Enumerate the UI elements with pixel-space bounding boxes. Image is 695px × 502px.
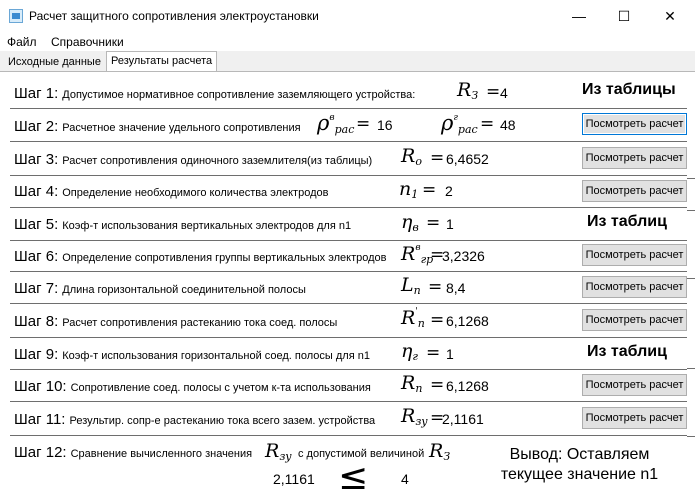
minimize-button[interactable]: — bbox=[572, 8, 586, 24]
tab-strip bbox=[0, 51, 695, 71]
edge-line bbox=[687, 368, 695, 369]
symbol-ro: $R_о$ bbox=[398, 145, 428, 171]
tab-results[interactable]: Результаты расчета bbox=[106, 51, 217, 72]
step-number: Шаг 5: bbox=[14, 216, 59, 233]
value-rzu: 2,1161 bbox=[442, 411, 484, 427]
note-from-table: Из таблицы bbox=[582, 81, 676, 98]
symbol-rn: $R_п$ bbox=[398, 372, 428, 398]
step-row-5 bbox=[10, 207, 687, 241]
symbol-rz: $R_З$ bbox=[454, 80, 484, 106]
view-calc-button-3[interactable]: Посмотреть расчет bbox=[582, 147, 687, 169]
step-description: Расчет сопротивления растеканию тока соед. полосы bbox=[62, 317, 338, 329]
step-number: Шаг 10: bbox=[14, 378, 67, 395]
step-label bbox=[14, 313, 337, 331]
step-row-11 bbox=[10, 401, 687, 436]
step-row-10 bbox=[10, 369, 687, 402]
step-description: Допустимое нормативное сопротивление заземляющего устройства: bbox=[62, 89, 416, 101]
value-n1: 2 bbox=[445, 183, 453, 199]
step-label bbox=[14, 378, 371, 396]
menu-references[interactable]: Справочники bbox=[51, 35, 124, 49]
value-ro: 6,4652 bbox=[446, 151, 489, 167]
maximize-button[interactable]: ☐ bbox=[617, 8, 631, 24]
value-r-gr: 3,2326 bbox=[442, 248, 485, 264]
symbol-eta-g: $\eta_г$ bbox=[398, 340, 428, 366]
step-label bbox=[14, 411, 375, 429]
step-row-8 bbox=[10, 303, 687, 338]
edge-line bbox=[687, 436, 695, 437]
step-description: Длина горизонтальной соединительной полосы bbox=[62, 284, 306, 296]
tab-input-data[interactable]: Исходные данные bbox=[8, 56, 101, 68]
step-description: Коэф-т использования горизонтальной соед. полосы для n1 bbox=[62, 350, 370, 362]
less-or-equal-sign: ≤ bbox=[338, 457, 369, 498]
step-number: Шаг 7: bbox=[14, 280, 59, 297]
step-row-1 bbox=[10, 75, 687, 109]
step-label bbox=[14, 346, 370, 364]
value-eta-v: 1 bbox=[446, 216, 454, 232]
step-row-7 bbox=[10, 271, 687, 304]
equals-sign: = bbox=[426, 343, 441, 363]
view-calc-button-6[interactable]: Посмотреть расчет bbox=[582, 244, 687, 266]
menu-file[interactable]: Файл bbox=[7, 35, 37, 49]
symbol-rn-prime: $R'_п$ bbox=[398, 305, 428, 333]
window-title: Расчет защитного сопротивления электроустановки bbox=[29, 9, 319, 23]
value-rzu-compare: 2,1161 bbox=[273, 471, 315, 487]
equals-sign: = bbox=[422, 180, 437, 200]
equals-sign: = bbox=[486, 82, 501, 102]
step-row-2 bbox=[10, 108, 687, 142]
equals-sign: = bbox=[428, 277, 443, 297]
step-row-4 bbox=[10, 175, 687, 208]
value-rn-prime: 6,1268 bbox=[446, 313, 489, 329]
view-calc-button-2[interactable]: Посмотреть расчет bbox=[582, 113, 687, 135]
equals-sign: = bbox=[430, 375, 445, 395]
symbol-rz-compare: $R_З$ bbox=[426, 440, 452, 466]
step-label bbox=[14, 85, 415, 103]
value-eta-g: 1 bbox=[446, 346, 454, 362]
step-number: Шаг 4: bbox=[14, 183, 59, 200]
symbol-rho-v: $\rho^в_{рас}$ bbox=[314, 109, 354, 139]
value-rho-v: 16 bbox=[377, 117, 393, 133]
value-rz: 4 bbox=[500, 85, 508, 101]
note-from-table: Из таблиц bbox=[587, 213, 667, 230]
step-number: Шаг 8: bbox=[14, 313, 59, 330]
step-row-3 bbox=[10, 141, 687, 176]
step-label bbox=[14, 280, 306, 298]
results-panel bbox=[0, 71, 695, 502]
conclusion-text bbox=[492, 445, 667, 485]
symbol-ln: $L_п$ bbox=[398, 274, 428, 300]
equals-sign: = bbox=[430, 245, 445, 265]
step-description: Сопротивление соед. полосы с учетом к-та использования bbox=[70, 382, 371, 394]
note-from-table: Из таблиц bbox=[587, 343, 667, 360]
value-ln: 8,4 bbox=[446, 280, 466, 296]
step-number: Шаг 9: bbox=[14, 346, 59, 363]
equals-sign: = bbox=[430, 148, 445, 168]
conclusion-line-2: текущее значение n1 bbox=[500, 466, 659, 483]
app-icon bbox=[9, 9, 23, 23]
step-number: Шаг 12: bbox=[14, 444, 67, 461]
equals-sign: = bbox=[426, 213, 441, 233]
equals-sign: = bbox=[430, 310, 445, 330]
step-description: Расчет сопротивления одиночного заземлителя(из таблицы) bbox=[62, 155, 373, 167]
close-button[interactable]: ✕ bbox=[664, 8, 676, 24]
step-description: Коэф-т использования вертикальных электродов для n1 bbox=[62, 220, 352, 232]
step-description: Определение необходимого количества электродов bbox=[62, 187, 329, 199]
conclusion-line-1: Вывод: Оставляем bbox=[509, 446, 650, 463]
step-description: Определение сопротивления группы вертикальных электродов bbox=[62, 252, 387, 264]
step-label bbox=[14, 151, 372, 169]
edge-line bbox=[687, 178, 695, 179]
edge-line bbox=[687, 210, 695, 211]
step-description: Результир. сопр-е растеканию тока всего зазем. устройства bbox=[69, 415, 376, 427]
symbol-rzu-compare: $R_{зу}$ bbox=[262, 440, 292, 466]
step-row-12 bbox=[10, 435, 687, 501]
view-calc-button-4[interactable]: Посмотреть расчет bbox=[582, 180, 687, 202]
step-number: Шаг 3: bbox=[14, 151, 59, 168]
value-rz-compare: 4 bbox=[401, 471, 409, 487]
view-calc-button-8[interactable]: Посмотреть расчет bbox=[582, 309, 687, 331]
view-calc-button-11[interactable]: Посмотреть расчет bbox=[582, 407, 687, 429]
view-calc-button-10[interactable]: Посмотреть расчет bbox=[582, 374, 687, 396]
symbol-rho-g: $\rho^г_{рас}$ bbox=[438, 109, 478, 139]
step-number: Шаг 1: bbox=[14, 85, 59, 102]
view-calc-button-7[interactable]: Посмотреть расчет bbox=[582, 276, 687, 298]
equals-sign: = bbox=[356, 114, 371, 134]
equals-sign: = bbox=[480, 114, 495, 134]
symbol-rzu: $R_{зу}$ bbox=[398, 405, 428, 431]
symbol-n1: $n_1$ bbox=[396, 178, 426, 204]
title-bar bbox=[0, 0, 695, 32]
step-row-9 bbox=[10, 337, 687, 370]
symbol-eta-v: $\eta_в$ bbox=[398, 211, 428, 237]
step-description: Сравнение вычисленного значения bbox=[70, 448, 253, 460]
step-number: Шаг 6: bbox=[14, 248, 59, 265]
symbol-r-gr: $R^в_{гр}$ bbox=[398, 241, 428, 269]
step-label bbox=[14, 183, 328, 201]
step-number: Шаг 11: bbox=[14, 411, 66, 428]
step-number: Шаг 2: bbox=[14, 118, 59, 135]
menu-bar bbox=[0, 32, 695, 51]
step-label bbox=[14, 118, 301, 136]
step-description: Расчетное значение удельного сопротивления bbox=[62, 122, 301, 134]
equals-sign: = bbox=[430, 408, 445, 428]
step-label bbox=[14, 444, 252, 462]
step-label bbox=[14, 216, 351, 234]
step-row-6 bbox=[10, 240, 687, 272]
value-rn: 6,1268 bbox=[446, 378, 489, 394]
step-label bbox=[14, 248, 386, 266]
compare-text: с допустимой величиной bbox=[298, 448, 425, 460]
edge-line bbox=[687, 278, 695, 279]
value-rho-g: 48 bbox=[500, 117, 516, 133]
